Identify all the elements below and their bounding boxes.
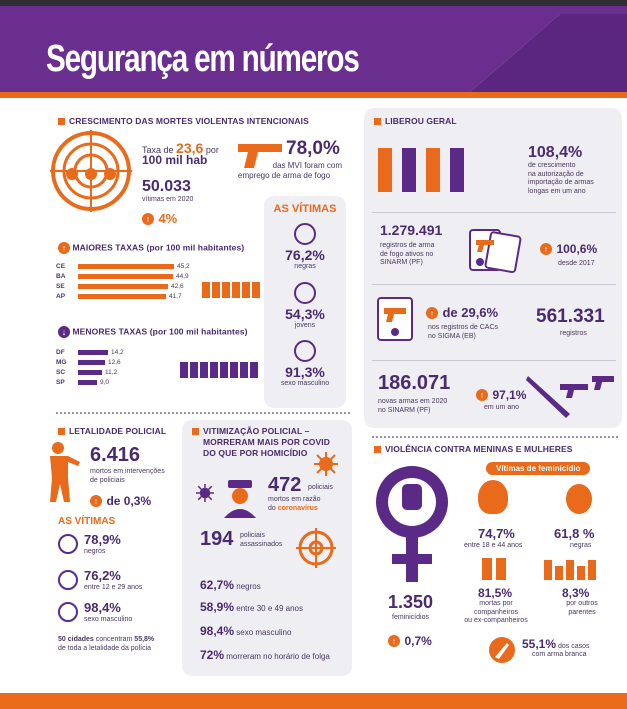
masc-pct-l: 98,4%	[84, 600, 121, 615]
reg-growth-label: desde 2017	[558, 260, 595, 267]
longas-text: de crescimento na autorização de importação de armas longas em um ano	[528, 162, 594, 195]
bar-row-df: DF 14,2	[56, 348, 124, 356]
fem-growth: ↑ 0,7%	[388, 632, 432, 650]
bar-row-sc: SC 11,2	[56, 368, 118, 376]
up-arrow-icon: ↑	[90, 495, 102, 507]
reg-text: registros de arma de fogo ativos no SINARM (PF)	[380, 242, 435, 266]
bar-row-mg: MG 12,6	[56, 358, 121, 366]
maiores-bars	[56, 262, 206, 306]
crosshair-icon	[296, 528, 336, 568]
negras-label: negras	[294, 263, 316, 270]
woman-face-icon	[566, 484, 592, 514]
letalidade-vitimas-heading: AS VÍTIMAS	[58, 516, 116, 527]
negros-label: negros	[84, 548, 106, 555]
liberou-heading: LIBEROU GERAL	[374, 116, 457, 126]
cac-text: nos registros de CACs no SIGMA (EB)	[428, 324, 499, 340]
novas-text: novas armas em 2020 no SINARM (PF)	[378, 398, 448, 414]
mvi-total: 50.033	[142, 178, 191, 195]
feminicidio-badge: Vítimas de feminicídio	[486, 462, 590, 475]
fem-b-label: negras	[570, 542, 592, 549]
jovens-pct: 54,3%	[285, 305, 325, 322]
target-icon	[50, 130, 132, 212]
people-orange-icon	[202, 282, 260, 298]
bar-row-ce: CE 45,2	[56, 262, 190, 270]
knife-icon	[488, 636, 516, 664]
bar-row-ap: AP 41,7	[56, 292, 182, 300]
cac-growth: ↑ de 29,6%	[426, 304, 498, 322]
face-icon	[58, 602, 78, 622]
face-icon	[294, 340, 316, 362]
officer-face-icon	[220, 478, 260, 518]
covid-value: 472	[268, 474, 302, 496]
firearm-text: das MVI foram com	[272, 161, 342, 170]
up-arrow-icon: ↑	[426, 307, 438, 319]
masc-pct: 91,3%	[285, 364, 325, 380]
maiores-heading: ↑ MAIORES TAXAS (por 100 mil habitantes)	[58, 242, 244, 254]
rifles-icon	[526, 370, 618, 420]
woman-face-icon	[478, 480, 508, 514]
covid-label: policiais	[308, 484, 333, 491]
vitimas-heading: AS VÍTIMAS	[273, 203, 337, 215]
menores-bars	[56, 348, 156, 392]
letalidade-heading: LETALIDADE POLICIAL	[58, 426, 166, 436]
up-arrow-icon: ↑	[142, 213, 154, 225]
vitimizacao-heading: VITIMIZAÇÃO POLICIAL – MORRERAM MAIS POR COVID DO QUE POR HOMICÍDIO	[192, 426, 330, 459]
couple-icon	[482, 558, 506, 580]
reg-growth: ↑ 100,6%	[540, 240, 597, 258]
people-purple-icon	[180, 362, 258, 378]
family-icon	[544, 560, 596, 580]
jovens-label: entre 12 e 29 anos	[84, 584, 143, 591]
mvi-heading: CRESCIMENTO DAS MORTES VIOLENTAS INTENCIONAIS	[58, 116, 309, 126]
fem-value: 1.350	[388, 592, 434, 612]
firearm-line2: emprego de arma de fogo	[238, 171, 331, 180]
jovens-pct: 76,2%	[84, 568, 121, 583]
vitimas-panel	[264, 196, 346, 408]
fem-c-pct: 81,5%	[478, 586, 513, 600]
bar-row-sp: SP 9,0	[56, 378, 110, 386]
vit-stat-1: 62,7% negros	[200, 578, 261, 592]
face-icon	[58, 570, 78, 590]
female-fist-icon	[372, 462, 454, 586]
bar-row-ba: BA 44,9	[56, 272, 189, 280]
virus-icon	[314, 452, 338, 476]
fem-a-pct: 74,7%	[478, 526, 515, 541]
face-icon	[294, 223, 316, 245]
up-arrow-icon: ↑	[476, 389, 488, 401]
mvi-total-label: vítimas em 2020	[142, 196, 194, 203]
up-arrow-icon: ↑	[540, 243, 552, 255]
vit-stat-2: 58,9% entre 30 e 49 anos	[200, 600, 303, 614]
fem-d-pct: 8,3%	[562, 586, 590, 600]
fem-c-text: mortas por companheiros ou ex-companheiros	[464, 600, 528, 624]
jovens-label: jovens	[294, 321, 316, 329]
page-title: Segurança em números	[46, 38, 359, 80]
cac-value-label: registros	[560, 330, 587, 337]
header-banner	[0, 0, 627, 100]
cidades-text: 50 cidades concentram 55,8% de toda a letalidade da polícia	[58, 636, 155, 652]
certificate-gun-icon	[376, 296, 416, 344]
virus-icon	[196, 484, 214, 502]
longas-pct: 108,4%	[528, 144, 583, 161]
fem-d-text: por outros parentes	[566, 600, 598, 616]
novas-growth: ↑ 97,1%	[476, 386, 526, 404]
vit-stat-4: 72% morreram no horário de folga	[200, 648, 330, 662]
letalidade-growth: ↑ de 0,3%	[90, 492, 151, 510]
footer-bar	[0, 693, 627, 709]
negras-pct: 76,2%	[285, 247, 325, 263]
fem-b-pct: 61,8 %	[554, 526, 595, 541]
letalidade-value: 6.416	[90, 444, 141, 466]
fem-a-label: entre 18 e 44 anos	[464, 542, 523, 549]
document-gun-icon	[464, 226, 524, 274]
up-arrow-icon: ↑	[58, 242, 70, 254]
armed-people-icon	[378, 148, 464, 192]
vit-stat-3: 98,4% sexo masculino	[200, 624, 292, 638]
mvi-growth: ↑ 4%	[142, 210, 177, 228]
menores-heading: ↓ MENORES TAXAS (por 100 mil habitantes)	[58, 326, 248, 338]
cac-value: 561.331	[536, 306, 605, 327]
face-icon	[58, 534, 78, 554]
taxa-block: Taxa de 23,6 por 100 mil hab	[142, 140, 219, 167]
fem-e: 55,1% dos casos com arma branca	[522, 637, 590, 658]
masc-label: sexo masculino	[280, 380, 330, 387]
novas-value: 186.071	[378, 372, 451, 394]
bar-row-se: SE 42,6	[56, 282, 184, 290]
mulheres-heading: VIOLÊNCIA CONTRA MENINAS E MULHERES	[374, 444, 573, 454]
police-officer-icon	[40, 440, 80, 504]
masc-label-l: sexo masculino	[84, 616, 133, 623]
face-icon	[294, 282, 316, 304]
down-arrow-icon: ↓	[58, 326, 70, 338]
assass-text: policiais assassinados	[240, 532, 283, 548]
assass-value: 194	[200, 528, 234, 550]
novas-growth-label: em um ano	[484, 404, 520, 411]
negros-pct: 78,9%	[84, 532, 121, 547]
firearm-pct: 78,0%	[286, 138, 340, 159]
covid-text: mortos em razão do coronavírus	[268, 496, 321, 512]
up-arrow-icon: ↑	[388, 635, 400, 647]
fem-label: feminicídios	[392, 614, 429, 621]
reg-value: 1.279.491	[380, 222, 443, 238]
letalidade-text: mortos em intervenções de policiais	[90, 468, 165, 484]
